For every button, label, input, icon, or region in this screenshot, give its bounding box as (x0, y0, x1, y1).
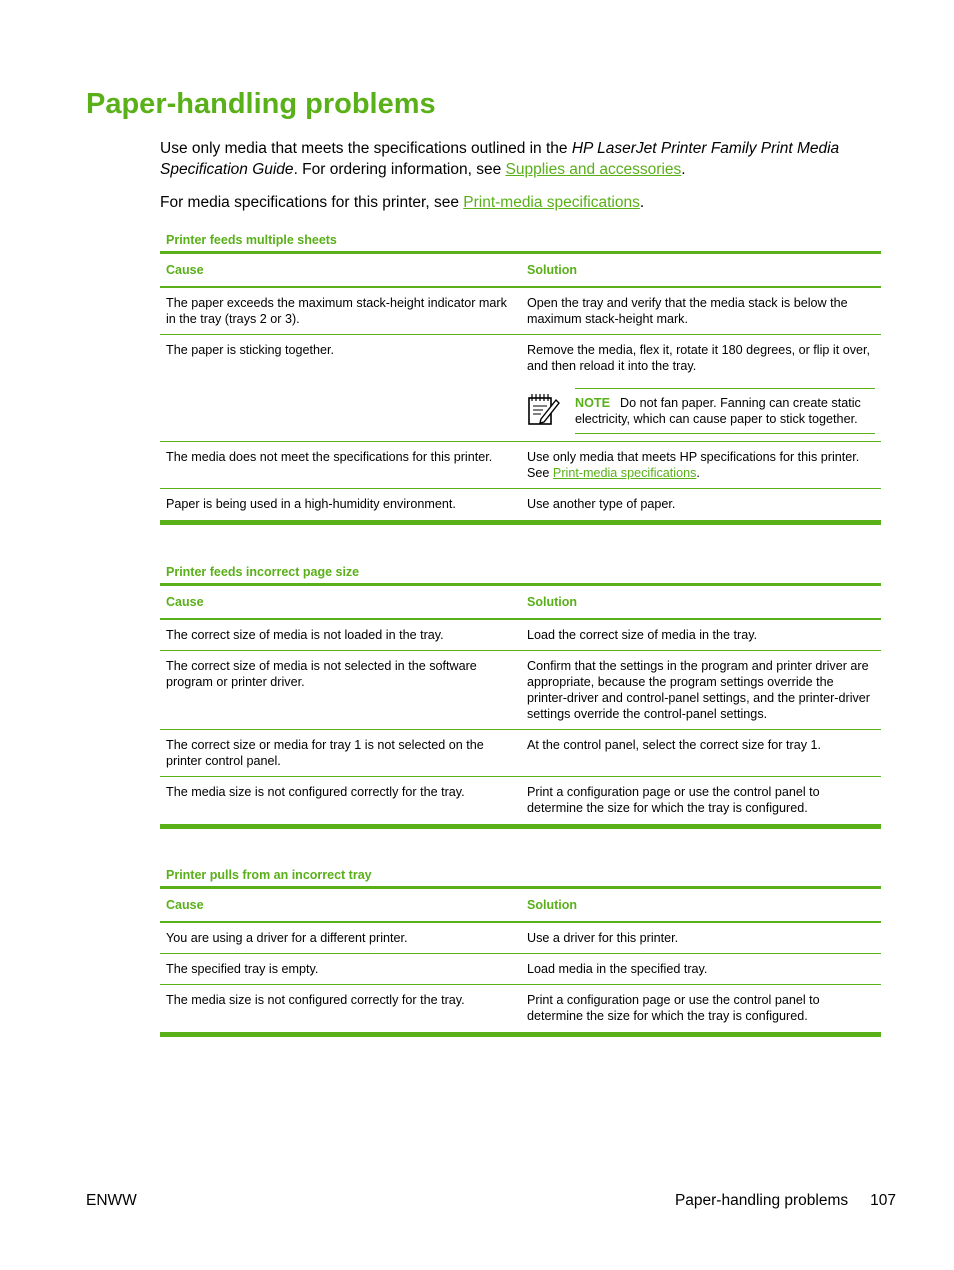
troubleshooting-table (160, 583, 881, 829)
cause-cell: The media size is not configured correctly for the tray. (166, 785, 465, 799)
cause-cell: The correct size of media is not selected in the software program or printer driver. (160, 651, 521, 730)
solution-cell (521, 335, 881, 442)
note-pad-icon (527, 388, 575, 434)
cause-cell: You are using a driver for a different printer. (160, 922, 521, 954)
intro-text: For media specifications for this printer, see (160, 194, 464, 211)
note-content: Do not fan paper. Fanning can create static electricity, which can cause paper to stick together. (575, 396, 861, 426)
cause-cell: Paper is being used in a high-humidity environment. (166, 497, 456, 511)
footer-page-info (675, 1192, 896, 1210)
table-incorrect-page-size (160, 564, 881, 829)
solution-cell (521, 442, 881, 489)
table-caption: Printer feeds multiple sheets (166, 233, 337, 247)
solution-text: Use only media that meets HP specifications for this printer. See (527, 450, 860, 480)
solution-cell: Load media in the specified tray. (521, 954, 881, 985)
solution-text: . (696, 466, 700, 480)
cause-cell: The media does not meet the specifications for this printer. (160, 442, 521, 489)
note-label: NOTE (575, 396, 610, 410)
troubleshooting-table (160, 886, 881, 1037)
table-row (160, 619, 881, 651)
table-row (160, 335, 881, 442)
solution-cell: Open the tray and verify that the media stack is below the maximum stack-height mark. (521, 287, 881, 335)
footer-section-title: Paper-handling problems (674, 1192, 849, 1209)
print-media-specs-link[interactable]: Print-media specifications (463, 194, 640, 211)
table-row (160, 651, 881, 730)
table-row (160, 954, 881, 985)
note-box (527, 388, 875, 434)
troubleshooting-table (160, 251, 881, 525)
cause-cell: The correct size of media is not loaded in the tray. (160, 619, 521, 651)
column-header-solution: Solution (521, 888, 881, 923)
column-header-cause: Cause (160, 585, 521, 620)
table-row (160, 985, 881, 1035)
column-header-cause: Cause (160, 253, 521, 288)
solution-cell: Use a driver for this printer. (521, 922, 881, 954)
solution-cell: At the control panel, select the correct size for tray 1. (521, 730, 881, 777)
intro-text: . (639, 194, 645, 211)
column-header-solution: Solution (521, 253, 881, 288)
solution-cell: Confirm that the settings in the program and printer driver are appropriate, because the program settings override the printer-driver and control-panel settings, and the printer-driver settings override the control-panel settings. (521, 651, 881, 730)
intro-text: Use only media that meets the specifications outlined in the (160, 140, 572, 157)
note-text (575, 388, 875, 434)
page-number: 107 (870, 1192, 896, 1209)
table-row (160, 489, 881, 523)
intro-text: . For ordering information, see (293, 161, 506, 178)
cause-cell: The correct size or media for tray 1 is not selected on the printer control panel. (160, 730, 521, 777)
column-header-cause: Cause (160, 888, 521, 923)
intro-paragraph-specs (160, 192, 880, 213)
column-header-solution: Solution (521, 585, 881, 620)
table-caption: Printer pulls from an incorrect tray (166, 868, 372, 882)
footer-enww: ENWW (86, 1192, 137, 1209)
table-multiple-sheets (160, 232, 881, 525)
table-row (160, 442, 881, 489)
table-row (160, 777, 881, 827)
cause-cell: The specified tray is empty. (160, 954, 521, 985)
intro-text: . (681, 161, 686, 178)
page-title: Paper-handling problems (86, 88, 436, 120)
solution-cell: Use another type of paper. (527, 497, 676, 511)
guide-title: HP LaserJet Printer Family Print Media Specification Guide (160, 140, 840, 178)
intro-paragraph-guide (160, 138, 880, 180)
table-row (160, 922, 881, 954)
cause-cell: The paper exceeds the maximum stack-height indicator mark in the tray (trays 2 or 3). (160, 287, 521, 335)
table-row (160, 730, 881, 777)
print-media-specs-link[interactable]: Print-media specifications (552, 466, 697, 480)
cause-cell: The paper is sticking together. (160, 335, 521, 442)
solution-cell: Print a configuration page or use the control panel to determine the size for which the tray is configured. (527, 785, 820, 815)
cause-cell: The media size is not configured correctly for the tray. (166, 993, 465, 1007)
solution-cell: Print a configuration page or use the control panel to determine the size for which the tray is configured. (527, 993, 820, 1023)
table-caption: Printer feeds incorrect page size (166, 565, 360, 579)
table-incorrect-tray (160, 867, 881, 1037)
supplies-link[interactable]: Supplies and accessories (505, 161, 682, 178)
solution-text: Remove the media, flex it, rotate it 180 degrees, or flip it over, and then reload it into the tray. (527, 343, 871, 373)
table-row (160, 287, 881, 335)
solution-cell: Load the correct size of media in the tray. (521, 619, 881, 651)
